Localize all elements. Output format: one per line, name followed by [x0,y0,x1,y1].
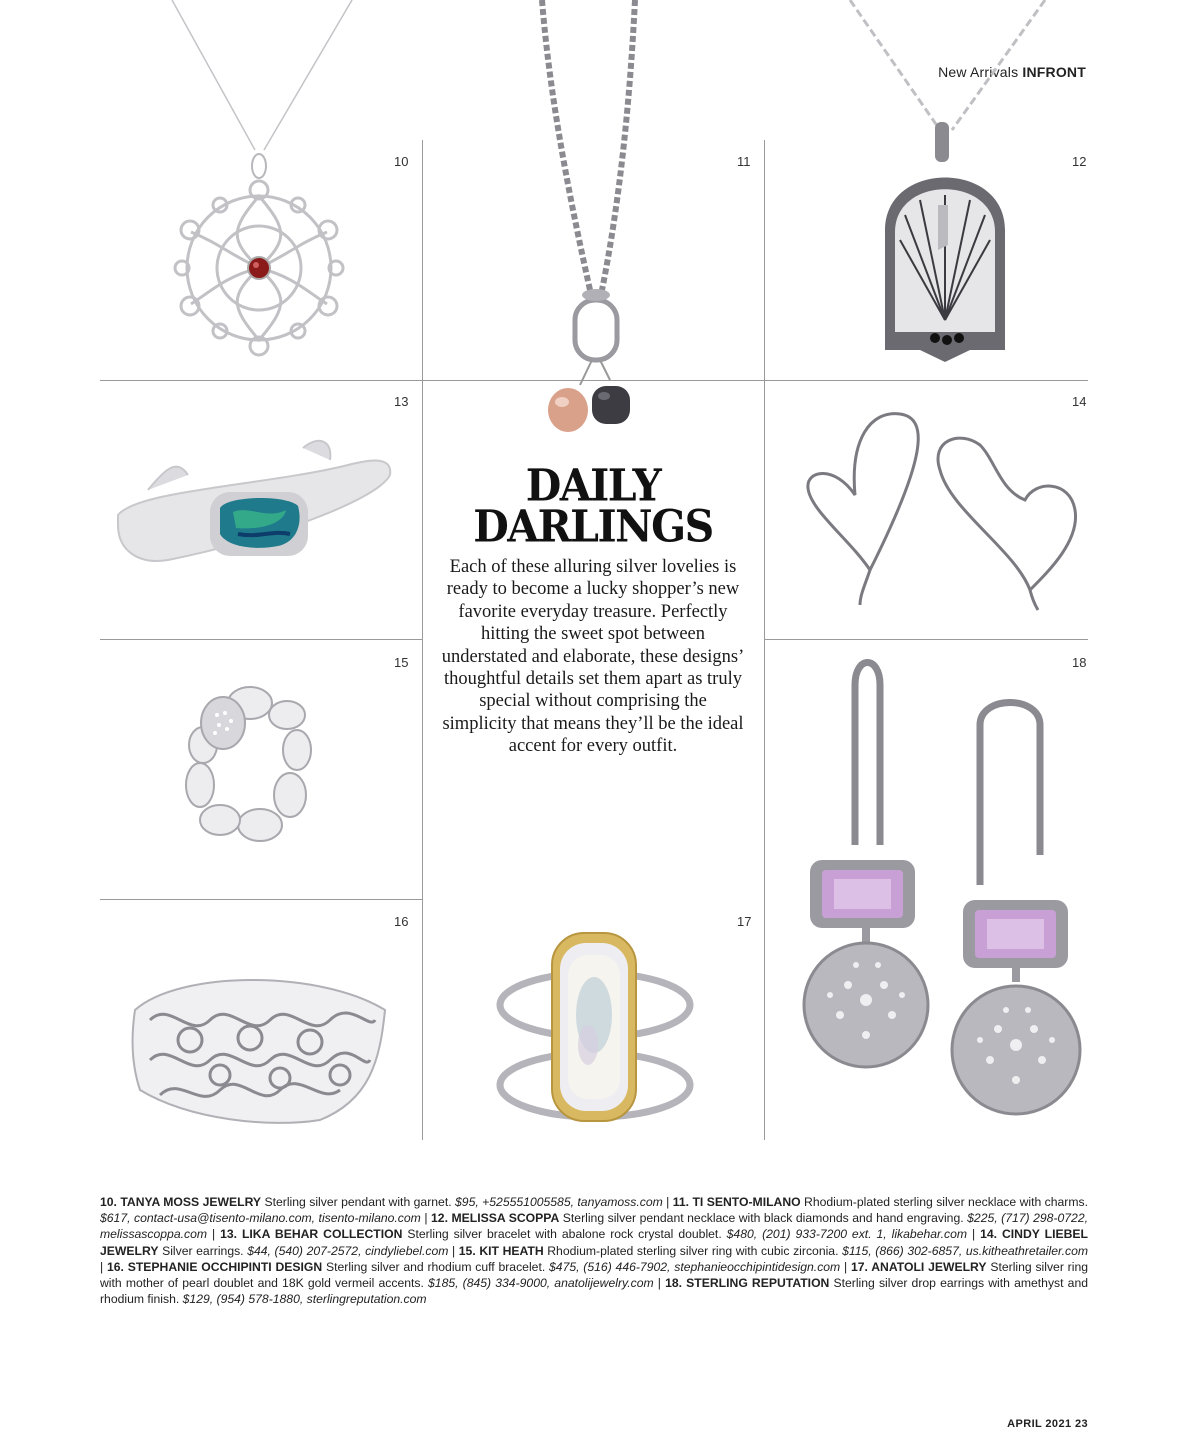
credit-brand: 17. ANATOLI JEWELRY [850,1259,987,1274]
credit-brand: 10. TANYA MOSS JEWELRY [100,1195,262,1209]
item-number: 10 [394,154,409,169]
credit-description: Silver earrings. [158,1243,248,1258]
item-number: 16 [394,914,409,929]
item-number: 18 [1072,655,1087,670]
credit-info: $95, +525551005585, tanyamoss.com [455,1195,663,1209]
page-number: 23 [1074,1418,1088,1430]
credit-separator: | [100,1259,107,1274]
grid-line [100,639,422,640]
charm-necklace-photo [530,0,660,440]
credit-info: $617, contact-usa@tisento-milano.com, tisento-milano.com [100,1211,421,1226]
credit-info: $129, (954) 578-1880, sterlingreputation.com [182,1292,427,1307]
engraved-pendant-photo [840,0,1060,370]
credit-brand: 13. LIKA BEHAR COLLECTION [220,1227,403,1242]
pearl-ring-photo [490,925,700,1135]
credit-brand: 15. KIT HEATH [458,1243,544,1258]
feature-title [423,459,763,553]
credit-info: $185, (845) 334-9000, anatolijewelry.com [428,1276,654,1291]
cuff-bracelet-photo [120,950,400,1130]
item-number: 14 [1072,394,1087,409]
credit-description: Sterling silver pendant with garnet. [261,1195,456,1209]
credit-info: $44, (540) 207-2572, cindyliebel.com [247,1243,449,1258]
grid-line [764,140,765,1140]
amethyst-earrings-photo [800,655,1090,1185]
credit-info: $225, (717) 298-0722, melissascoppa.com [100,1211,1088,1242]
credit-brand: 12. MELISSA SCOPPA [431,1211,560,1226]
credit-brand: 16. STEPHANIE OCCHIPINTI DESIGN [106,1259,323,1274]
credit-separator: | [967,1227,981,1242]
feature-title-line: DARLINGS [473,500,713,553]
feature-intro: Each of these alluring silver lovelies is ready to become a lucky shopper’s new favorite everyday treasure. Perfectly hitting the sweet spot between understated and elaborate, these designs’ thoughtful details set them apart as truly special without comprising the simplicity that means they’ll be the ideal accent for every outfit. [441,557,745,757]
section-brand: INFRONT [1022,64,1086,80]
section-label: New Arrivals [938,64,1019,80]
credit-description: Sterling silver drop earrings with amethyst and rhodium finish. [100,1276,1088,1307]
credit-info: $480, (201) 933-7200 ext. 1, likabehar.com [726,1227,968,1242]
credit-description: Sterling silver and rhodium cuff bracelet. [322,1259,550,1274]
credit-description: Rhodium-plated sterling silver necklace with charms. [800,1195,1088,1209]
credit-description: Sterling silver bracelet with abalone rock crystal doublet. [402,1227,727,1242]
credit-description: Sterling silver ring with mother of pearl doublet and 18K gold vermeil accents. [100,1259,1089,1291]
item-number: 15 [394,655,409,670]
wire-earrings-photo [790,400,1090,615]
abalone-bracelet-photo [108,430,398,580]
credit-separator: | [653,1276,666,1291]
item-number: 12 [1072,154,1087,169]
grid-line [422,140,423,1140]
credit-separator: | [448,1243,459,1258]
pebble-ring-photo [175,675,325,865]
credit-description: Rhodium-plated sterling silver ring with cubic zirconia. [543,1243,843,1258]
feature-title-line: DAILY [525,459,661,512]
issue-date: APRIL 2021 [1007,1418,1072,1430]
grid-line [765,639,1088,640]
item-number: 11 [737,154,751,169]
pendant-photo [160,0,370,370]
grid-line [100,899,422,900]
credit-separator: | [420,1211,432,1226]
credit-separator: | [840,1259,851,1274]
credit-separator: | [662,1195,673,1209]
credit-separator: | [207,1227,221,1242]
product-credits [100,1194,1088,1307]
page-folio [1007,1418,1088,1430]
credit-brand: 11. TI SENTO-MILANO [672,1195,801,1209]
item-number: 13 [394,394,409,409]
credit-description: Sterling silver pendant necklace with black diamonds and hand engraving. [559,1211,968,1226]
item-number: 17 [737,914,752,929]
credit-brand: 18. STERLING REPUTATION [665,1276,830,1291]
credit-info: $115, (866) 302-6857, us.kitheathretailer.com [842,1243,1089,1258]
credit-brand: 14. CINDY LIEBEL JEWELRY [100,1227,1088,1258]
credit-info: $475, (516) 446-7902, stephanieocchipintidesign.com [549,1259,841,1274]
